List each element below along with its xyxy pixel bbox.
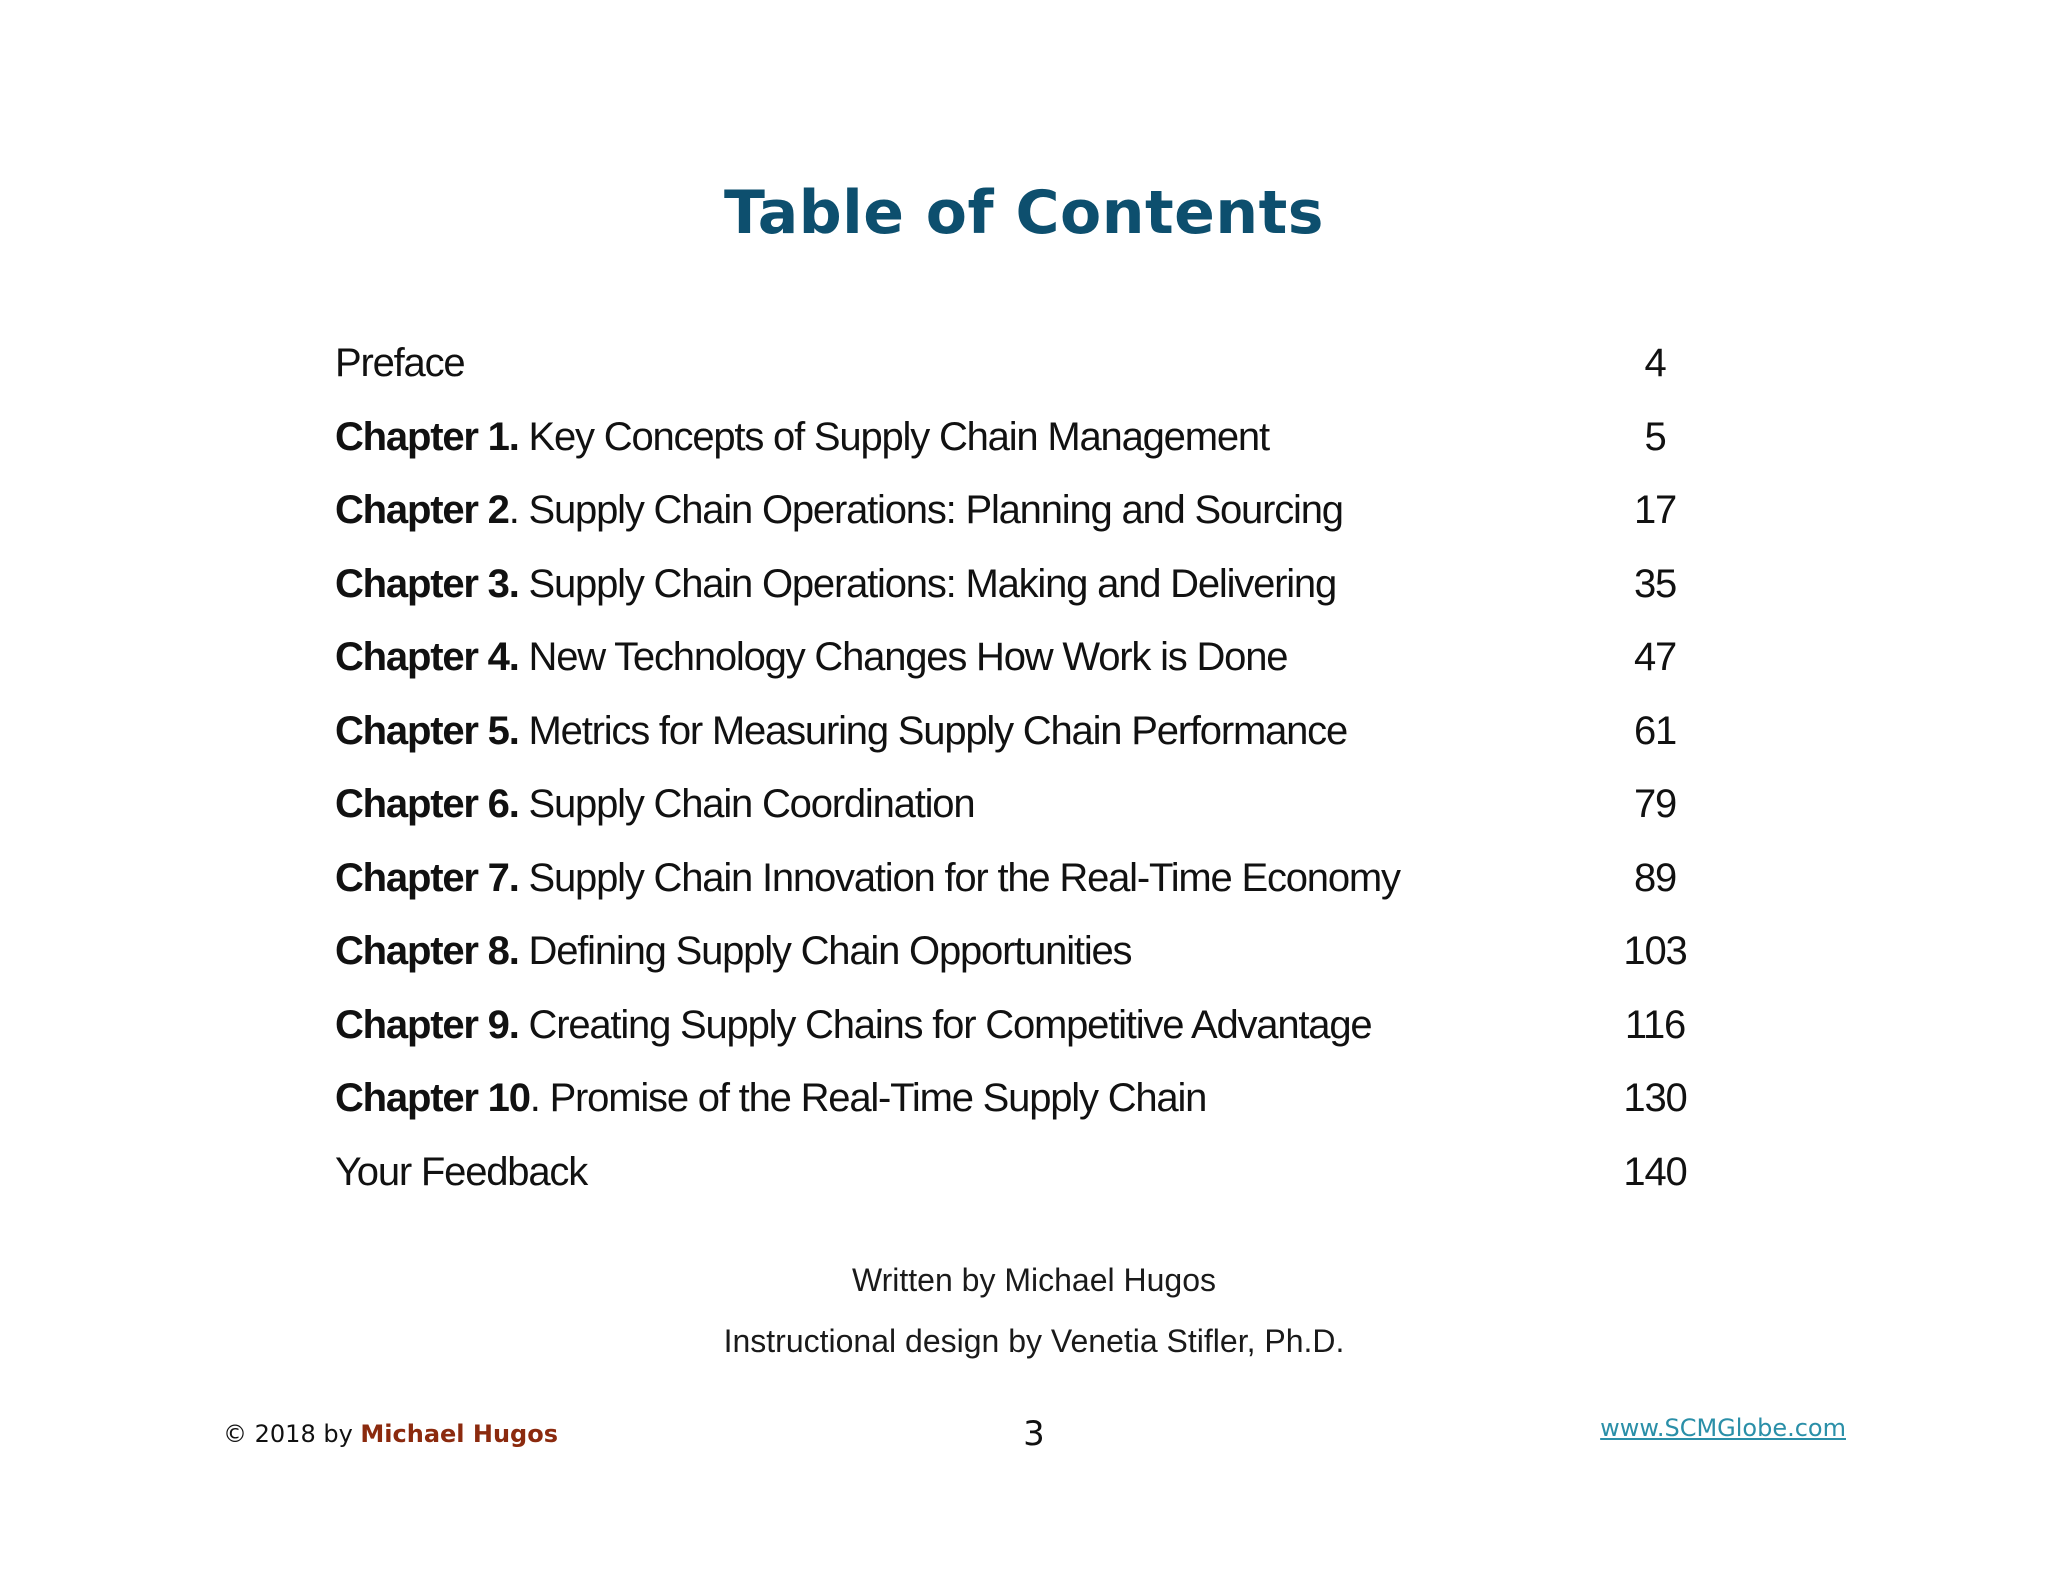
toc-entry-title: Supply Chain Innovation for the Real-Time Economy — [518, 855, 1400, 900]
toc-entry-title: Creating Supply Chains for Competitive Advantage — [518, 1002, 1372, 1047]
toc-entry-title: Metrics for Measuring Supply Chain Performance — [518, 708, 1348, 753]
website-link[interactable]: www.SCMGlobe.com — [1600, 1414, 1846, 1442]
toc-chapter-number: Chapter 10 — [335, 1076, 530, 1121]
toc-page-number: 130 — [1623, 1076, 1687, 1121]
toc-row-chapter-7[interactable] — [335, 842, 1715, 916]
toc-entry-title: Defining Supply Chain Opportunities — [518, 929, 1132, 974]
toc-page-number: 116 — [1624, 1002, 1686, 1047]
toc-entry-label — [335, 562, 1595, 607]
toc-entry-label — [335, 929, 1595, 974]
toc-entry-title: Key Concepts of Supply Chain Management — [518, 414, 1269, 459]
toc-entry-title: Supply Chain Coordination — [518, 782, 975, 827]
toc-row-chapter-2[interactable] — [335, 474, 1715, 548]
toc-page-number: 140 — [1623, 1149, 1687, 1194]
toc-row-preface[interactable] — [335, 327, 1715, 401]
toc-entry-title: . Promise of the Real-Time Supply Chain — [529, 1076, 1207, 1121]
design-by-credit: Instructional design by Venetia Stifler, Ph.D. — [723, 1323, 1345, 1359]
toc-row-chapter-1[interactable] — [335, 401, 1715, 475]
page-footer — [0, 1412, 2048, 1462]
written-by-credit: Written by Michael Hugos — [852, 1262, 1216, 1298]
table-of-contents — [335, 327, 1715, 1209]
toc-entry-label — [335, 488, 1595, 533]
toc-chapter-number: Chapter 1. — [335, 414, 519, 459]
toc-row-chapter-9[interactable] — [335, 989, 1715, 1063]
toc-chapter-number: Chapter 6. — [335, 782, 519, 827]
toc-entry-label — [335, 856, 1595, 901]
toc-page-number: 17 — [1633, 488, 1677, 533]
toc-entry-label — [335, 635, 1595, 680]
toc-entry-label — [335, 1150, 1595, 1195]
toc-entry-label — [335, 341, 1595, 386]
toc-entry-label — [335, 1076, 1595, 1121]
toc-entry-title: Supply Chain Operations: Making and Delivering — [518, 561, 1337, 606]
toc-chapter-number: Chapter 8. — [335, 929, 519, 974]
toc-row-chapter-4[interactable] — [335, 621, 1715, 695]
toc-row-chapter-3[interactable] — [335, 548, 1715, 622]
toc-entry-label — [335, 415, 1595, 460]
toc-chapter-number: Chapter 5. — [335, 708, 519, 753]
toc-entry-label — [335, 1003, 1595, 1048]
toc-entry-label — [335, 709, 1595, 754]
toc-chapter-number: Chapter 9. — [335, 1002, 519, 1047]
toc-row-feedback[interactable] — [335, 1136, 1715, 1210]
toc-page-number: 4 — [1644, 341, 1666, 386]
toc-page-number: 35 — [1633, 561, 1677, 606]
toc-row-chapter-6[interactable] — [335, 768, 1715, 842]
toc-page-number: 61 — [1633, 708, 1677, 753]
toc-row-chapter-5[interactable] — [335, 695, 1715, 769]
toc-chapter-number: Chapter 2 — [335, 488, 509, 533]
toc-chapter-number: Chapter 4. — [335, 635, 519, 680]
copyright-author: Michael Hugos — [360, 1420, 559, 1448]
toc-chapter-number: Chapter 7. — [335, 855, 519, 900]
toc-page-number: 103 — [1623, 929, 1687, 974]
toc-entry-label — [335, 782, 1595, 827]
toc-chapter-number: Chapter 3. — [335, 561, 519, 606]
toc-entry-title: Preface — [335, 341, 465, 386]
toc-entry-title: . Supply Chain Operations: Planning and Sourcing — [508, 488, 1343, 533]
toc-page-number: 79 — [1633, 782, 1677, 827]
toc-entry-title: Your Feedback — [335, 1149, 587, 1194]
toc-row-chapter-10[interactable] — [335, 1062, 1715, 1136]
copyright-text: © 2018 by — [223, 1420, 361, 1448]
toc-row-chapter-8[interactable] — [335, 915, 1715, 989]
toc-page-number: 5 — [1644, 414, 1666, 459]
toc-entry-title: New Technology Changes How Work is Done — [518, 635, 1288, 680]
page-number: 3 — [1023, 1414, 1045, 1454]
page-title: Table of Contents — [724, 178, 1324, 248]
toc-page-number: 47 — [1633, 635, 1677, 680]
toc-page-number: 89 — [1633, 855, 1677, 900]
